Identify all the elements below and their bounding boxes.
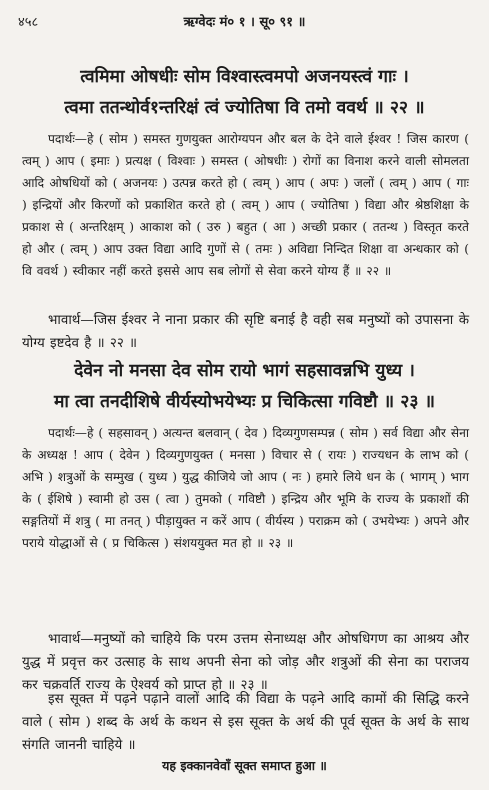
sukta-summary-text: इस सूक्त में पढ़ने पढ़ाने वालों आदि की विद्या के पढ़ने आदि कामों की सिद्धि करने वाले ( सोम ) शब्द के अर्थ के कथन से इस सूक्त के अर्थ की पूर्व सूक्त के अर्थ के साथ संगति जाननी चाहिये ॥: [22, 692, 469, 753]
bhavartha-23-text: भावार्थ—मनुष्यों को चाहिये कि परम उत्तम सेनाध्यक्ष और ओषधिगण का आश्रय और युद्ध में प्रवृत्त कर उत्साह के साथ अपनी सेना को जोड़ और शत्रुओं की सेना का पराजय कर चक्रवर्ति राज्य के ऐश्वर्य को प्राप्त हो ॥ २३ ॥: [22, 632, 469, 693]
bhavartha-22: [22, 309, 469, 355]
mantra-23-line-2: मा त्वा तनदीशिषे वीर्यस्योभयेभ्यः प्र चिकित्सा गविष्टौ ॥ २३ ॥: [53, 392, 436, 412]
padartha-23: [22, 422, 469, 554]
padartha-23-text: पदार्थः—हे ( सहसावन् ) अत्यन्त बलवान् ( देव ) दिव्यगुणसम्पन्न ( सोम ) सर्व विद्या और सेना के अध्यक्ष ! आप ( देवेन ) दिव्यगुणयुक्त ( मनसा ) विचार से ( रायः ) राज्यधन के लाभ को ( अभि ) शत्रुओं के सम्मुख ( युध्य ) युद्ध कीजिये जो आप ( नः ) हमारे लिये धन के ( भागम् ) भाग के ( ईशिषे ) स्वामी हो उस ( त्वा ) तुमको ( गविष्टौ ) इन्द्रिय और भूमि के राज्य के प्रकाशों की सङ्गतियों में शत्रु ( मा तनत् ) पीड़ायुक्त न करें आप ( वीर्यस्य ) पराक्रम को ( उभयेभ्यः ) अपने और पराये योद्धाओं से ( प्र चिकित्स ) संशययुक्त मत हो ॥ २३ ॥: [22, 426, 469, 550]
running-title: ऋग्वेदः मं० १ । सू० ९१ ॥: [183, 15, 306, 30]
sukta-closing-line: यह इक्कानवेवाँ सूक्त समाप्त हुआ ॥: [162, 758, 327, 773]
bhavartha-23: [22, 628, 469, 697]
mantra-22-line-1: त्वमिमा ओषधीः सोम विश्वास्त्वमपो अजनयस्त्वं गाः ।: [80, 67, 409, 87]
page-header: [18, 10, 471, 32]
padartha-22: [22, 128, 469, 282]
padartha-22-text: पदार्थः—हे ( सोम ) समस्त गुणयुक्त आरोग्यपन और बल के देने वाले ईश्वर ! जिस कारण ( त्वम् ) आप ( इमाः ) प्रत्यक्ष ( विश्वाः ) समस्त ( ओषधीः ) रोगों का विनाश करने वाली सोमलता आदि ओषधियों को ( अजनयः ) उत्पन्न करते हो ( त्वम् ) आप ( अपः ) जलों ( त्वम् ) आप ( गाः ) इन्द्रियों और किरणों को प्रकाशित करते हो ( त्वम् ) आप ( ज्योतिषा ) विद्या और श्रेष्ठशिक्षा के प्रकाश से ( अन्तरिक्षम् ) आकाश को ( उरु ) बहुत ( आ ) अच्छी प्रकार ( ततन्थ ) विस्तृत करते हो और ( त्वम् ) आप उक्त विद्या आदि गुणों से ( तमः ) अविद्या निन्दित शिक्षा वा अन्धकार को ( वि ववर्थ ) स्वीकार नहीं करते इससे आप सब लोगों से सेवा करने योग्य हैं ॥ २२ ॥: [22, 132, 469, 278]
mantra-23-line-1: देवेन नो मनसा देव सोम रायो भागं सहसावन्नभि युध्य ।: [74, 361, 415, 381]
mantra-22-line-2: त्वमा ततन्थोर्व१न्तरिक्षं त्वं ज्योतिषा वि तमो ववर्थ ॥ २२ ॥: [64, 98, 425, 118]
page-number: ४५८: [18, 15, 39, 30]
bhavartha-22-text: भावार्थ—जिस ईश्वर ने नाना प्रकार की सृष्टि बनाई है वही सब मनुष्यों को उपासना के योग्य इष्टदेव है ॥ २२ ॥: [22, 313, 469, 351]
sukta-summary: [22, 688, 469, 757]
